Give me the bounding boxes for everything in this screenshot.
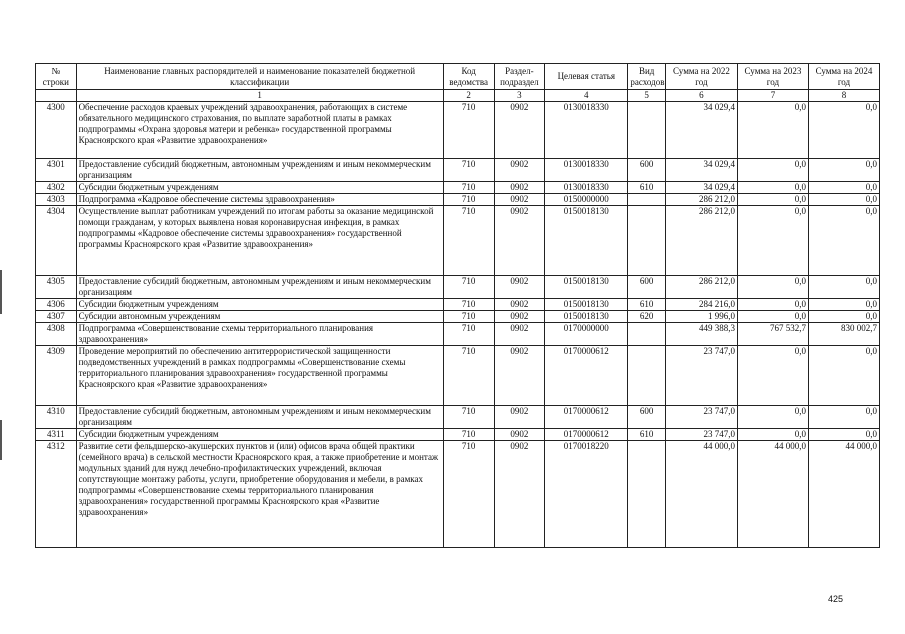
row-target-article: 0150018130 xyxy=(545,311,628,323)
row-sum-2022: 23 747,0 xyxy=(665,346,737,406)
column-number: 2 xyxy=(443,90,494,102)
table-row xyxy=(36,159,880,182)
row-section: 0902 xyxy=(494,406,545,429)
row-sum-2024: 0,0 xyxy=(808,429,879,441)
row-name: Субсидии бюджетным учреждениям xyxy=(76,429,443,441)
row-sum-2024: 0,0 xyxy=(808,206,879,276)
row-expense-type: 600 xyxy=(628,406,666,429)
row-sum-2023: 0,0 xyxy=(737,311,808,323)
row-number: 4311 xyxy=(36,429,77,441)
column-number: 5 xyxy=(628,90,666,102)
row-name: Подпрограмма «Кадровое обеспечение системы здравоохранения» xyxy=(76,194,443,206)
row-name: Обеспечение расходов краевых учреждений здравоохранения, работающих в системе обязательного медицинского страхования, по выплате заработной платы в рамках подпрограммы «Охрана здоровья матери и ребенка» государственной программы Красноярского края «Развитие здравоохранения» xyxy=(76,102,443,159)
row-sum-2022: 23 747,0 xyxy=(665,429,737,441)
header-cell: Сумма на 2024 год xyxy=(808,64,879,90)
row-sum-2024: 44 000,0 xyxy=(808,441,879,548)
row-section: 0902 xyxy=(494,206,545,276)
row-sum-2024: 830 002,7 xyxy=(808,323,879,346)
row-sum-2023: 0,0 xyxy=(737,194,808,206)
row-sum-2022: 44 000,0 xyxy=(665,441,737,548)
row-sum-2023: 0,0 xyxy=(737,276,808,299)
table-row xyxy=(36,276,880,299)
row-expense-type xyxy=(628,346,666,406)
row-number: 4302 xyxy=(36,182,77,194)
row-sum-2022: 23 747,0 xyxy=(665,406,737,429)
row-name: Субсидии бюджетным учреждениям xyxy=(76,182,443,194)
table-body xyxy=(36,102,880,548)
row-sum-2023: 0,0 xyxy=(737,159,808,182)
header-cell: Вид расходов xyxy=(628,64,666,90)
row-dept-code: 710 xyxy=(443,194,494,206)
row-name: Субсидии бюджетным учреждениям xyxy=(76,299,443,311)
row-number: 4309 xyxy=(36,346,77,406)
row-sum-2023: 0,0 xyxy=(737,206,808,276)
row-section: 0902 xyxy=(494,182,545,194)
row-dept-code: 710 xyxy=(443,311,494,323)
header-cell: Целевая статья xyxy=(545,64,628,90)
binder-mark xyxy=(0,270,2,314)
header-cell: Раздел-подраздел xyxy=(494,64,545,90)
row-dept-code: 710 xyxy=(443,429,494,441)
row-dept-code: 710 xyxy=(443,299,494,311)
row-sum-2024: 0,0 xyxy=(808,406,879,429)
row-sum-2022: 286 212,0 xyxy=(665,276,737,299)
row-section: 0902 xyxy=(494,194,545,206)
row-name: Субсидии автономным учреждениям xyxy=(76,311,443,323)
row-target-article: 0130018330 xyxy=(545,102,628,159)
row-dept-code: 710 xyxy=(443,323,494,346)
row-sum-2023: 0,0 xyxy=(737,299,808,311)
column-number: 1 xyxy=(76,90,443,102)
row-name: Осуществление выплат работникам учреждений по итогам работы за оказание медицинской помощи гражданам, у которых выявлена новая коронавирусная инфекция, в рамках подпрограммы «Кадровое обеспечение системы здравоохранения» государственной программы Красноярского края «Развитие здравоохранения» xyxy=(76,206,443,276)
row-expense-type xyxy=(628,194,666,206)
header-cell: Сумма на 2022 год xyxy=(665,64,737,90)
row-expense-type xyxy=(628,441,666,548)
row-sum-2022: 34 029,4 xyxy=(665,159,737,182)
row-number: 4308 xyxy=(36,323,77,346)
column-number: 6 xyxy=(665,90,737,102)
row-target-article: 0150018130 xyxy=(545,206,628,276)
row-section: 0902 xyxy=(494,276,545,299)
row-sum-2022: 34 029,4 xyxy=(665,182,737,194)
binder-mark xyxy=(0,420,2,460)
row-expense-type xyxy=(628,323,666,346)
row-name: Предоставление субсидий бюджетным, автономным учреждениям и иным некоммерческим организациям xyxy=(76,276,443,299)
row-sum-2024: 0,0 xyxy=(808,311,879,323)
row-sum-2023: 0,0 xyxy=(737,406,808,429)
row-sum-2024: 0,0 xyxy=(808,299,879,311)
row-sum-2023: 0,0 xyxy=(737,182,808,194)
table-row xyxy=(36,206,880,276)
table-row xyxy=(36,194,880,206)
row-sum-2022: 1 996,0 xyxy=(665,311,737,323)
column-number: 3 xyxy=(494,90,545,102)
row-expense-type: 610 xyxy=(628,299,666,311)
table-row xyxy=(36,102,880,159)
header-cell: Сумма на 2023 год xyxy=(737,64,808,90)
row-sum-2024: 0,0 xyxy=(808,276,879,299)
row-number: 4306 xyxy=(36,299,77,311)
row-section: 0902 xyxy=(494,429,545,441)
row-sum-2023: 0,0 xyxy=(737,346,808,406)
row-dept-code: 710 xyxy=(443,159,494,182)
row-number: 4304 xyxy=(36,206,77,276)
row-sum-2022: 449 388,3 xyxy=(665,323,737,346)
row-section: 0902 xyxy=(494,441,545,548)
row-sum-2022: 286 212,0 xyxy=(665,206,737,276)
table-row xyxy=(36,299,880,311)
row-expense-type: 610 xyxy=(628,182,666,194)
row-expense-type xyxy=(628,102,666,159)
row-expense-type: 620 xyxy=(628,311,666,323)
row-sum-2024: 0,0 xyxy=(808,102,879,159)
row-sum-2024: 0,0 xyxy=(808,159,879,182)
row-sum-2023: 44 000,0 xyxy=(737,441,808,548)
row-name: Предоставление субсидий бюджетным, автономным учреждениям и иным некоммерческим организациям xyxy=(76,159,443,182)
row-target-article: 0150018130 xyxy=(545,276,628,299)
row-target-article: 0170000612 xyxy=(545,346,628,406)
header-row xyxy=(36,64,880,90)
row-sum-2022: 286 212,0 xyxy=(665,194,737,206)
row-target-article: 0170000612 xyxy=(545,406,628,429)
row-sum-2024: 0,0 xyxy=(808,182,879,194)
row-expense-type: 600 xyxy=(628,159,666,182)
row-sum-2022: 34 029,4 xyxy=(665,102,737,159)
row-sum-2022: 284 216,0 xyxy=(665,299,737,311)
row-number: 4310 xyxy=(36,406,77,429)
row-dept-code: 710 xyxy=(443,276,494,299)
row-section: 0902 xyxy=(494,311,545,323)
row-number: 4305 xyxy=(36,276,77,299)
row-expense-type xyxy=(628,206,666,276)
row-name: Развитие сети фельдшерско-акушерских пунктов и (или) офисов врача общей практики (семейного врача) в сельской местности Красноярского края, а также приобретение и монтаж модульных зданий для нужд лечебно-профилактических учреждений, включая сопутствующие монтажу работы, услуги, приобретение оборудования и мебели, в рамках подпрограммы «Совершенствование схемы территориального планирования здравоохранения» государственной программы Красноярского края «Развитие здравоохранения» xyxy=(76,441,443,548)
column-number-row xyxy=(36,90,880,102)
row-dept-code: 710 xyxy=(443,406,494,429)
row-target-article: 0170000612 xyxy=(545,429,628,441)
row-section: 0902 xyxy=(494,159,545,182)
row-target-article: 0130018330 xyxy=(545,182,628,194)
column-number xyxy=(36,90,77,102)
header-cell: Наименование главных распорядителей и наименование показателей бюджетной классификации xyxy=(76,64,443,90)
row-expense-type: 610 xyxy=(628,429,666,441)
row-section: 0902 xyxy=(494,102,545,159)
row-number: 4301 xyxy=(36,159,77,182)
row-dept-code: 710 xyxy=(443,206,494,276)
row-number: 4307 xyxy=(36,311,77,323)
table-row xyxy=(36,441,880,548)
budget-table xyxy=(35,63,880,548)
row-name: Подпрограмма «Совершенствование схемы территориального планирования здравоохранения» xyxy=(76,323,443,346)
row-target-article: 0170000000 xyxy=(545,323,628,346)
table-row xyxy=(36,429,880,441)
table-row xyxy=(36,311,880,323)
row-target-article: 0170018220 xyxy=(545,441,628,548)
row-name: Предоставление субсидий бюджетным, автономным учреждениям и иным некоммерческим организациям xyxy=(76,406,443,429)
table-row xyxy=(36,323,880,346)
row-target-article: 0130018330 xyxy=(545,159,628,182)
row-section: 0902 xyxy=(494,299,545,311)
row-target-article: 0150018130 xyxy=(545,299,628,311)
page-number: 425 xyxy=(828,594,844,604)
header-cell: Код ведомства xyxy=(443,64,494,90)
row-name: Проведение мероприятий по обеспечению антитеррористической защищенности подведомственных учреждений в рамках подпрограммы «Совершенствование схемы территориального планирования здравоохранения» государственной программы Красноярского края «Развитие здравоохранения» xyxy=(76,346,443,406)
column-number: 4 xyxy=(545,90,628,102)
table-row xyxy=(36,406,880,429)
row-expense-type: 600 xyxy=(628,276,666,299)
row-sum-2023: 767 532,7 xyxy=(737,323,808,346)
row-number: 4312 xyxy=(36,441,77,548)
column-number: 7 xyxy=(737,90,808,102)
row-dept-code: 710 xyxy=(443,102,494,159)
column-number: 8 xyxy=(808,90,879,102)
row-sum-2024: 0,0 xyxy=(808,346,879,406)
row-sum-2023: 0,0 xyxy=(737,102,808,159)
row-section: 0902 xyxy=(494,346,545,406)
table-row xyxy=(36,346,880,406)
row-target-article: 0150000000 xyxy=(545,194,628,206)
row-section: 0902 xyxy=(494,323,545,346)
row-dept-code: 710 xyxy=(443,346,494,406)
row-number: 4303 xyxy=(36,194,77,206)
header-cell: № строки xyxy=(36,64,77,90)
row-sum-2024: 0,0 xyxy=(808,194,879,206)
row-number: 4300 xyxy=(36,102,77,159)
row-sum-2023: 0,0 xyxy=(737,429,808,441)
table-row xyxy=(36,182,880,194)
row-dept-code: 710 xyxy=(443,441,494,548)
row-dept-code: 710 xyxy=(443,182,494,194)
